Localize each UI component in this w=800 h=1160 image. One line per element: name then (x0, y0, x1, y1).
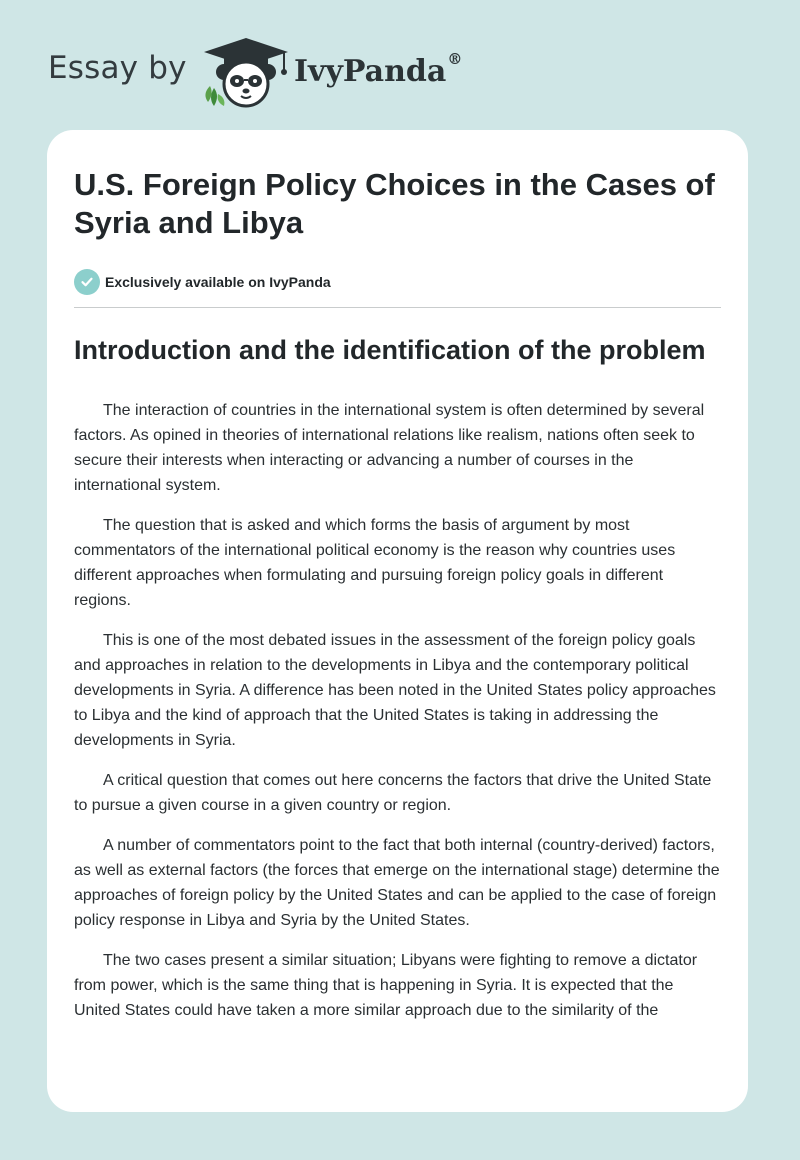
divider (74, 307, 721, 308)
paragraph: The interaction of countries in the international system is often determined by several factors. As opined in theories of international relations like realism, nations often seek to secure their interests when interacting or advancing a number of courses in the international system. (74, 402, 705, 494)
brand-name[interactable]: IvyPanda® (294, 50, 463, 89)
exclusive-badge-label: Exclusively available on IvyPanda (105, 274, 331, 290)
check-circle-icon (74, 269, 100, 295)
site-header (0, 0, 800, 130)
paragraph: The two cases present a similar situation; Libyans were fighting to remove a dictator from power, which is the same thing that is happening in Syria. It is expected that the United States could have taken a more similar approach due to the similarity of the (74, 952, 698, 1019)
paragraph: A number of commentators point to the fact that both internal (country-derived) factors, as well as external factors (the forces that emerge on the international stage) determine the approaches of foreign policy by the United States and can be applied to the case of foreign policy response in Libya and Syria by the United States. (74, 837, 720, 929)
paragraph: This is one of the most debated issues in the assessment of the foreign policy goals and approaches in relation to the developments in Libya and the contemporary political developments in Syria. A difference has been noted in the United States policy approaches to Libya and the kind of approach that the United States is taking in addressing the developments in Syria. (74, 632, 716, 749)
exclusive-badge (74, 269, 721, 295)
registered-mark: ® (447, 50, 463, 68)
paragraph: A critical question that comes out here concerns the factors that drive the United State to pursue a given course in a given country or region. (74, 772, 712, 814)
panda-graduate-logo-icon[interactable] (200, 36, 292, 108)
essay-card (47, 130, 748, 1112)
paragraph: The question that is asked and which forms the basis of argument by most commentators of the international political economy is the reason why countries uses different approaches when formulating and pursuing foreign policy goals in different regions. (74, 517, 676, 609)
section-heading: Introduction and the identification of the problem (74, 335, 706, 365)
brand-prefix: Essay by (48, 50, 187, 86)
essay-body (74, 398, 721, 1023)
essay-title: U.S. Foreign Policy Choices in the Cases of Syria and Libya (74, 167, 715, 240)
